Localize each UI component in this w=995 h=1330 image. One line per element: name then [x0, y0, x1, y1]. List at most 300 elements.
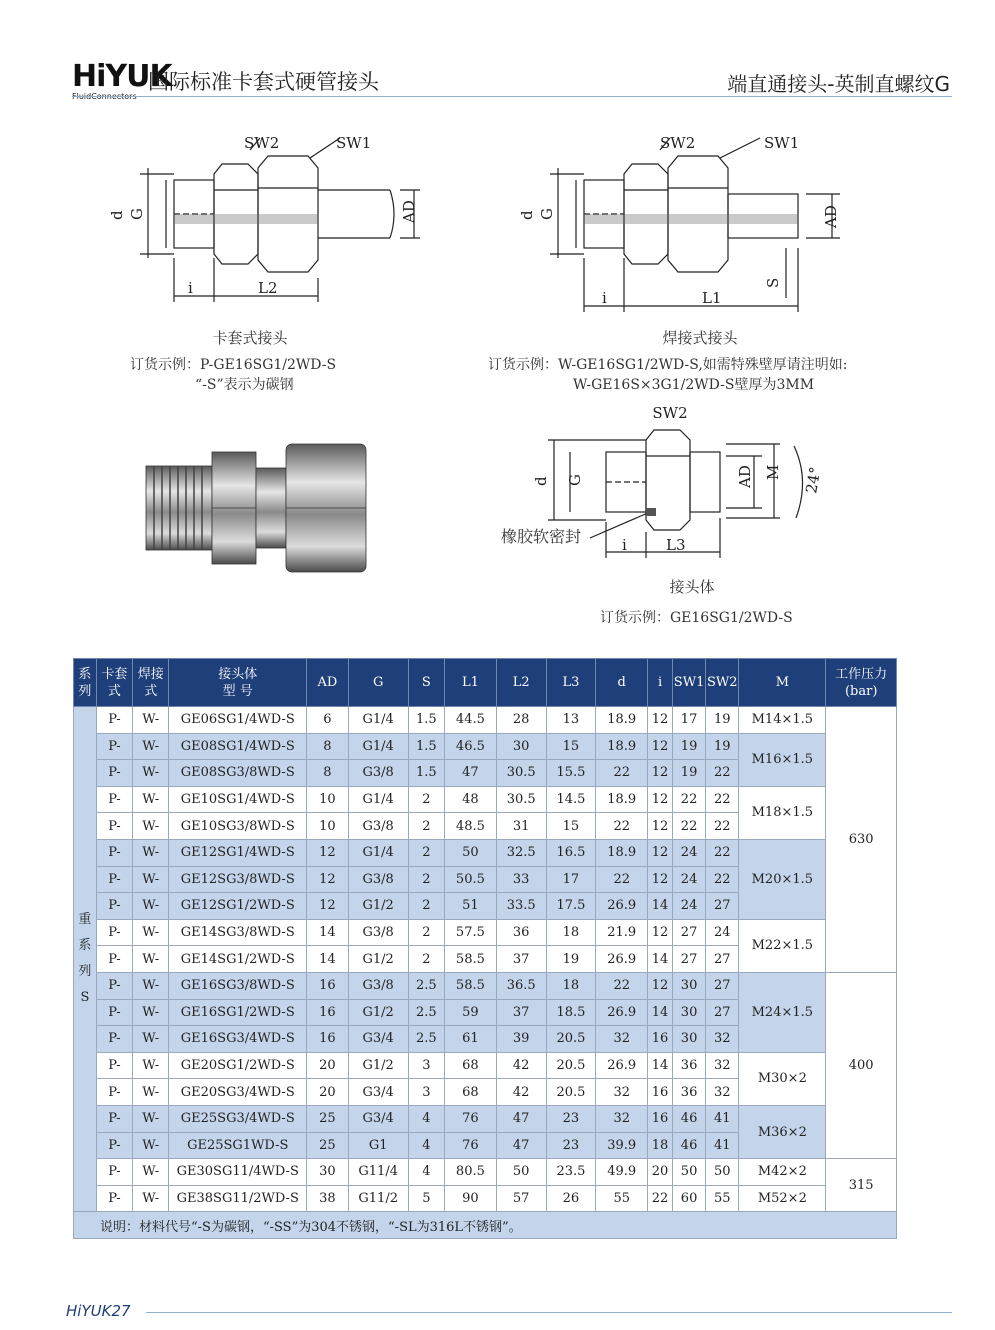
svg-text:SW1: SW1 — [764, 134, 800, 152]
table-cell: W- — [133, 1052, 169, 1079]
table-cell: 61 — [445, 1026, 497, 1053]
table-cell: 28 — [496, 707, 546, 734]
table-cell: 30.5 — [496, 760, 546, 787]
table-cell: 22 — [648, 1185, 673, 1212]
table-cell: 58.5 — [445, 946, 497, 973]
table-cell: 33.5 — [496, 893, 546, 920]
thread-m-cell: M16×1.5 — [739, 733, 826, 786]
table-row — [74, 707, 897, 734]
table-cell: 32 — [596, 1026, 648, 1053]
table-cell: 8 — [307, 760, 348, 787]
svg-text:SW2: SW2 — [244, 134, 280, 152]
table-cell: 24 — [673, 839, 706, 866]
table-cell: 90 — [445, 1185, 497, 1212]
svg-text:G: G — [566, 474, 584, 486]
table-cell: 13 — [546, 707, 596, 734]
table-row — [74, 786, 897, 813]
table-cell: G1/2 — [348, 893, 408, 920]
table-header-cell: L2 — [496, 659, 546, 707]
thread-m-cell: M22×1.5 — [739, 919, 826, 972]
table-cell: 27 — [673, 919, 706, 946]
table-cell: 24 — [673, 893, 706, 920]
svg-text:24°: 24° — [802, 465, 825, 495]
table-cell: GE25SG1WD-S — [169, 1132, 307, 1159]
table-cell: 24 — [673, 866, 706, 893]
table-cell: W- — [133, 999, 169, 1026]
table-cell: 8 — [307, 733, 348, 760]
table-cell: W- — [133, 733, 169, 760]
svg-text:M: M — [764, 464, 782, 480]
table-cell: 12 — [307, 839, 348, 866]
table-row — [74, 1185, 897, 1212]
table-cell: G11/4 — [348, 1159, 408, 1186]
table-cell: 20 — [307, 1052, 348, 1079]
table-header-cell: d — [596, 659, 648, 707]
table-cell: 18.5 — [546, 999, 596, 1026]
table-cell: GE12SG3/8WD-S — [169, 866, 307, 893]
svg-text:d: d — [532, 476, 550, 486]
table-cell: 50.5 — [445, 866, 497, 893]
pressure-cell: 315 — [826, 1159, 897, 1212]
table-cell: 1.5 — [408, 733, 444, 760]
spec-table — [73, 658, 897, 1239]
table-cell: P- — [96, 972, 132, 999]
table-cell: G3/8 — [348, 760, 408, 787]
body-order-example: 订货示例：GE16SG1/2WD-S — [600, 610, 793, 626]
table-cell: P- — [96, 1052, 132, 1079]
table-cell: 76 — [445, 1132, 497, 1159]
table-cell: 17.5 — [546, 893, 596, 920]
table-cell: G3/4 — [348, 1079, 408, 1106]
table-cell: 2 — [408, 813, 444, 840]
table-cell: P- — [96, 1026, 132, 1053]
table-cell: P- — [96, 1132, 132, 1159]
table-cell: 20.5 — [546, 1026, 596, 1053]
table-cell: W- — [133, 1159, 169, 1186]
table-cell: W- — [133, 946, 169, 973]
table-cell: 16.5 — [546, 839, 596, 866]
table-cell: 36 — [496, 919, 546, 946]
table-cell: GE30SG11/4WD-S — [169, 1159, 307, 1186]
table-cell: G1/4 — [348, 839, 408, 866]
table-header-row — [74, 659, 897, 707]
table-cell: 68 — [445, 1052, 497, 1079]
table-cell: 2.5 — [408, 999, 444, 1026]
table-cell: 19 — [706, 733, 739, 760]
table-cell: G3/4 — [348, 1026, 408, 1053]
table-header-cell: SW1 — [673, 659, 706, 707]
table-cell: 32 — [596, 1105, 648, 1132]
thread-m-cell: M14×1.5 — [739, 707, 826, 734]
table-cell: 18.9 — [596, 839, 648, 866]
table-cell: GE10SG1/4WD-S — [169, 786, 307, 813]
table-cell: P- — [96, 1159, 132, 1186]
table-cell: G3/4 — [348, 1105, 408, 1132]
table-cell: G3/8 — [348, 919, 408, 946]
table-cell: 18.9 — [596, 733, 648, 760]
table-cell: W- — [133, 1026, 169, 1053]
table-cell: 30 — [673, 1026, 706, 1053]
table-cell: G3/8 — [348, 866, 408, 893]
table-cell: W- — [133, 839, 169, 866]
table-cell: 47 — [496, 1132, 546, 1159]
table-cell: 16 — [307, 1026, 348, 1053]
table-cell: 4 — [408, 1105, 444, 1132]
table-cell: 39 — [496, 1026, 546, 1053]
footer-divider — [146, 1312, 952, 1313]
table-cell: 19 — [673, 760, 706, 787]
svg-text:SW1: SW1 — [336, 134, 372, 152]
table-header-cell: AD — [307, 659, 348, 707]
table-cell: 47 — [496, 1105, 546, 1132]
table-cell: 6 — [307, 707, 348, 734]
table-cell: 24 — [706, 919, 739, 946]
header-divider — [72, 96, 952, 97]
table-cell: P- — [96, 1185, 132, 1212]
pressure-cell: 630 — [826, 707, 897, 973]
table-row — [74, 972, 897, 999]
table-cell: 68 — [445, 1079, 497, 1106]
table-cell: GE16SG3/4WD-S — [169, 1026, 307, 1053]
svg-text:L1: L1 — [702, 289, 722, 307]
table-cell: GE20SG3/4WD-S — [169, 1079, 307, 1106]
table-cell: 36.5 — [496, 972, 546, 999]
table-cell: 12 — [648, 972, 673, 999]
weld-fitting-drawing — [510, 128, 855, 313]
table-cell: 12 — [648, 707, 673, 734]
table-cell: 48 — [445, 786, 497, 813]
table-cell: 42 — [496, 1052, 546, 1079]
material-note: 说明：材料代号“-S为碳钢，“-SS”为304不锈钢，“-SL为316L不锈钢”。 — [74, 1212, 897, 1239]
svg-text:i: i — [188, 279, 193, 297]
table-cell: 30 — [673, 972, 706, 999]
table-cell: 19 — [673, 733, 706, 760]
table-cell: 50 — [496, 1159, 546, 1186]
thread-m-cell: M52×2 — [739, 1185, 826, 1212]
table-cell: 37 — [496, 999, 546, 1026]
table-header-cell: 焊接 式 — [133, 659, 169, 707]
table-cell: 22 — [706, 786, 739, 813]
table-cell: 16 — [307, 999, 348, 1026]
table-cell: 50 — [673, 1159, 706, 1186]
table-cell: 2 — [408, 866, 444, 893]
weld-order-example: 订货示例：W-GE16SG1/2WD-S,如需特殊壁厚请注明如: — [488, 357, 848, 373]
table-header-cell: 工作压力 (bar) — [826, 659, 897, 707]
table-cell: 58.5 — [445, 972, 497, 999]
table-cell: 22 — [706, 813, 739, 840]
table-cell: 14.5 — [546, 786, 596, 813]
thread-m-cell: M36×2 — [739, 1105, 826, 1158]
table-cell: 32 — [706, 1052, 739, 1079]
thread-m-cell: M18×1.5 — [739, 786, 826, 839]
table-row — [74, 1105, 897, 1132]
table-cell: 12 — [307, 866, 348, 893]
footer-brand: HiYUK — [66, 1302, 112, 1320]
svg-text:i: i — [602, 289, 607, 307]
table-cell: 12 — [648, 760, 673, 787]
table-cell: 2.5 — [408, 972, 444, 999]
table-cell: W- — [133, 786, 169, 813]
table-cell: W- — [133, 707, 169, 734]
table-cell: 16 — [648, 1105, 673, 1132]
table-cell: 19 — [546, 946, 596, 973]
pressure-cell: 400 — [826, 972, 897, 1158]
table-cell: W- — [133, 1185, 169, 1212]
table-cell: 30 — [673, 999, 706, 1026]
table-cell: P- — [96, 707, 132, 734]
page-number: 27 — [111, 1302, 131, 1320]
table-cell: 1.5 — [408, 707, 444, 734]
table-cell: 12 — [648, 866, 673, 893]
table-cell: 25 — [307, 1132, 348, 1159]
table-cell: 50 — [706, 1159, 739, 1186]
table-cell: 2.5 — [408, 1026, 444, 1053]
table-cell: 37 — [496, 946, 546, 973]
table-cell: 55 — [596, 1185, 648, 1212]
table-cell: 27 — [706, 972, 739, 999]
table-cell: 25 — [307, 1105, 348, 1132]
table-cell: 39.9 — [596, 1132, 648, 1159]
table-cell: 33 — [496, 866, 546, 893]
table-cell: 12 — [307, 893, 348, 920]
table-cell: 18 — [546, 919, 596, 946]
svg-text:AD: AD — [822, 205, 840, 228]
table-cell: 16 — [648, 1026, 673, 1053]
table-cell: 22 — [596, 866, 648, 893]
table-cell: 4 — [408, 1159, 444, 1186]
table-cell: P- — [96, 1105, 132, 1132]
table-cell: 41 — [706, 1105, 739, 1132]
table-cell: 46 — [673, 1132, 706, 1159]
thread-m-cell: M24×1.5 — [739, 972, 826, 1052]
table-cell: 32 — [706, 1026, 739, 1053]
table-cell: W- — [133, 813, 169, 840]
table-cell: 22 — [706, 760, 739, 787]
svg-text:AD: AD — [736, 465, 754, 488]
table-cell: 20.5 — [546, 1052, 596, 1079]
svg-text:S: S — [764, 277, 782, 288]
table-cell: 14 — [307, 919, 348, 946]
logo-text: HiYUK — [72, 59, 172, 94]
table-cell: 14 — [307, 946, 348, 973]
table-cell: 32 — [706, 1079, 739, 1106]
table-row — [74, 733, 897, 760]
table-cell: G3/8 — [348, 972, 408, 999]
table-cell: 55 — [706, 1185, 739, 1212]
table-cell: 18 — [546, 972, 596, 999]
weld-caption: 焊接式接头 — [662, 329, 738, 347]
table-header-cell: G — [348, 659, 408, 707]
table-cell: 2 — [408, 946, 444, 973]
table-cell: P- — [96, 866, 132, 893]
table-cell: P- — [96, 999, 132, 1026]
brand-logo — [72, 59, 172, 107]
table-cell: GE06SG1/4WD-S — [169, 707, 307, 734]
table-cell: G1/2 — [348, 1052, 408, 1079]
table-cell: G1 — [348, 1132, 408, 1159]
table-cell: 4 — [408, 1132, 444, 1159]
table-cell: 22 — [673, 813, 706, 840]
table-cell: 20 — [648, 1159, 673, 1186]
table-cell: 30 — [307, 1159, 348, 1186]
table-cell: 20 — [307, 1079, 348, 1106]
table-cell: 27 — [706, 999, 739, 1026]
table-cell: 14 — [648, 893, 673, 920]
table-cell: 12 — [648, 813, 673, 840]
table-cell: 12 — [648, 919, 673, 946]
table-cell: P- — [96, 919, 132, 946]
table-cell: 51 — [445, 893, 497, 920]
table-cell: 46 — [673, 1105, 706, 1132]
table-cell: 23 — [546, 1105, 596, 1132]
table-cell: 31 — [496, 813, 546, 840]
table-cell: 14 — [648, 1052, 673, 1079]
table-row — [74, 919, 897, 946]
table-cell: 20.5 — [546, 1079, 596, 1106]
svg-text:d: d — [108, 210, 126, 220]
thread-m-cell: M42×2 — [739, 1159, 826, 1186]
table-cell: GE14SG1/2WD-S — [169, 946, 307, 973]
svg-text:G: G — [538, 208, 556, 220]
table-cell: W- — [133, 866, 169, 893]
section-title: 端直通接头-英制直螺纹G — [727, 72, 950, 96]
table-header-cell: SW2 — [706, 659, 739, 707]
table-cell: GE14SG3/8WD-S — [169, 919, 307, 946]
product-photo — [140, 438, 375, 578]
table-cell: 32 — [596, 1079, 648, 1106]
table-header-cell: L3 — [546, 659, 596, 707]
table-cell: 49.9 — [596, 1159, 648, 1186]
table-cell: 44.5 — [445, 707, 497, 734]
table-cell: 16 — [307, 972, 348, 999]
body-caption: 接头体 — [669, 578, 715, 596]
table-cell: 10 — [307, 786, 348, 813]
table-cell: P- — [96, 1079, 132, 1106]
table-cell: GE08SG1/4WD-S — [169, 733, 307, 760]
table-cell: 2 — [408, 839, 444, 866]
table-cell: 5 — [408, 1185, 444, 1212]
table-cell: 2 — [408, 786, 444, 813]
table-cell: W- — [133, 972, 169, 999]
table-cell: 36 — [673, 1079, 706, 1106]
table-cell: 26 — [546, 1185, 596, 1212]
table-cell: GE16SG3/8WD-S — [169, 972, 307, 999]
table-header-cell: M — [739, 659, 826, 707]
table-cell: W- — [133, 919, 169, 946]
table-cell: 14 — [648, 946, 673, 973]
table-cell: P- — [96, 839, 132, 866]
table-cell: 26.9 — [596, 999, 648, 1026]
table-cell: 80.5 — [445, 1159, 497, 1186]
svg-text:L2: L2 — [258, 279, 278, 297]
page-title: 国际标准卡套式硬管接头 — [148, 70, 379, 94]
ferrule-order-note: “-S”表示为碳钢 — [195, 377, 294, 393]
table-cell: 22 — [596, 972, 648, 999]
table-cell: 3 — [408, 1079, 444, 1106]
table-cell: 22 — [596, 760, 648, 787]
svg-text:i: i — [622, 536, 627, 554]
table-cell: 2 — [408, 893, 444, 920]
table-cell: 41 — [706, 1132, 739, 1159]
table-cell: 15.5 — [546, 760, 596, 787]
table-cell: 26.9 — [596, 893, 648, 920]
table-cell: 2 — [408, 919, 444, 946]
table-cell: 27 — [673, 946, 706, 973]
note-row — [74, 1212, 897, 1239]
table-cell: 22 — [706, 866, 739, 893]
table-row — [74, 839, 897, 866]
table-cell: GE12SG1/2WD-S — [169, 893, 307, 920]
table-cell: GE10SG3/8WD-S — [169, 813, 307, 840]
table-header-cell: 系 列 — [74, 659, 97, 707]
seal-label: 橡胶软密封 — [501, 527, 582, 546]
table-cell: P- — [96, 760, 132, 787]
table-cell: 12 — [648, 733, 673, 760]
table-cell: 3 — [408, 1052, 444, 1079]
table-cell: 60 — [673, 1185, 706, 1212]
table-cell: 59 — [445, 999, 497, 1026]
table-cell: P- — [96, 946, 132, 973]
table-cell: 17 — [546, 866, 596, 893]
table-cell: 36 — [673, 1052, 706, 1079]
table-cell: W- — [133, 1132, 169, 1159]
table-cell: GE12SG1/4WD-S — [169, 839, 307, 866]
table-cell: 22 — [596, 813, 648, 840]
series-cell: 重 系 列 S — [74, 707, 97, 1212]
table-cell: P- — [96, 733, 132, 760]
table-cell: 57 — [496, 1185, 546, 1212]
table-cell: G1/2 — [348, 946, 408, 973]
table-cell: 76 — [445, 1105, 497, 1132]
table-cell: 30 — [496, 733, 546, 760]
table-cell: 42 — [496, 1079, 546, 1106]
table-cell: G1/2 — [348, 999, 408, 1026]
table-cell: 26.9 — [596, 1052, 648, 1079]
table-cell: 22 — [706, 839, 739, 866]
table-cell: 18.9 — [596, 707, 648, 734]
table-cell: 27 — [706, 893, 739, 920]
svg-text:SW2: SW2 — [660, 134, 696, 152]
table-cell: 12 — [648, 839, 673, 866]
table-cell: GE25SG3/4WD-S — [169, 1105, 307, 1132]
table-cell: 46.5 — [445, 733, 497, 760]
table-cell: 27 — [706, 946, 739, 973]
table-cell: G1/4 — [348, 707, 408, 734]
svg-text:G: G — [128, 208, 146, 220]
table-cell: 21.9 — [596, 919, 648, 946]
table-cell: W- — [133, 1079, 169, 1106]
weld-order-note: W-GE16S×3G1/2WD-S壁厚为3MM — [573, 377, 815, 393]
table-header-cell: S — [408, 659, 444, 707]
table-cell: G11/2 — [348, 1185, 408, 1212]
svg-text:AD: AD — [400, 200, 418, 223]
table-cell: P- — [96, 893, 132, 920]
table-cell: 22 — [673, 786, 706, 813]
table-cell: 15 — [546, 813, 596, 840]
thread-m-cell: M20×1.5 — [739, 839, 826, 919]
table-cell: GE20SG1/2WD-S — [169, 1052, 307, 1079]
table-header-cell: 卡套 式 — [96, 659, 132, 707]
table-header-cell: 接头体 型 号 — [169, 659, 307, 707]
table-cell: 50 — [445, 839, 497, 866]
table-cell: 17 — [673, 707, 706, 734]
table-cell: W- — [133, 760, 169, 787]
table-cell: 26.9 — [596, 946, 648, 973]
table-cell: 15 — [546, 733, 596, 760]
table-cell: 14 — [648, 999, 673, 1026]
ferrule-caption: 卡套式接头 — [212, 329, 288, 347]
table-cell: GE08SG3/8WD-S — [169, 760, 307, 787]
